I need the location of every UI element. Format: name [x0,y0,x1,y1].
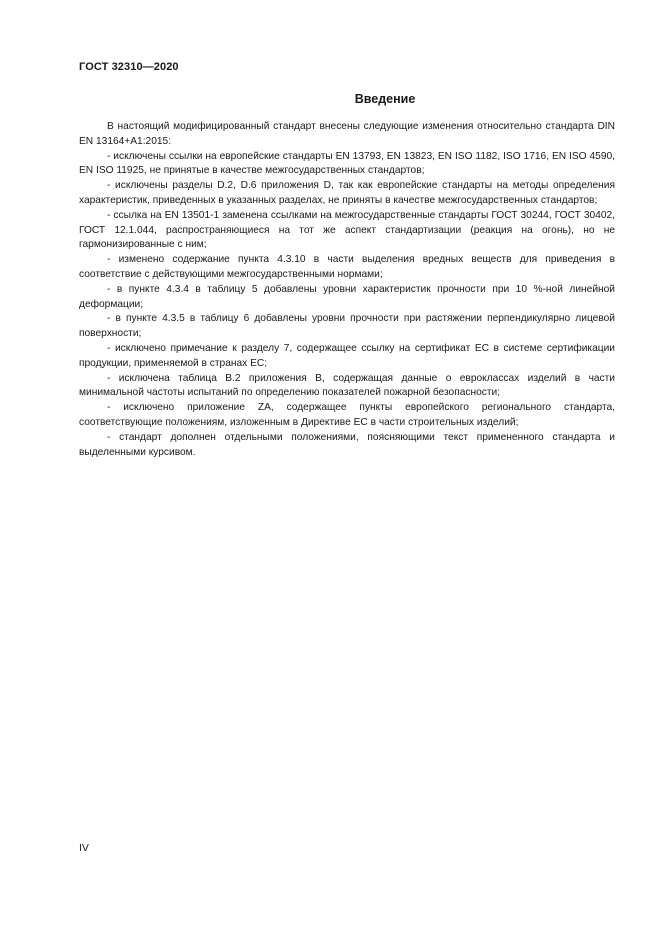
section-title: Введение [354,92,416,106]
list-item: - исключено приложение ZA, содержащее пункты европейского регионального стандарта, соответствующие положениям, изложенным в Директиве ЕС в части строительных изделий; [79,402,615,428]
list-item: - изменено содержание пункта 4.3.10 в части выделения вредных веществ для приведения в соответствие с действующими межгосударственными нормами; [79,254,615,280]
list-item: - стандарт дополнен отдельными положениями, поясняющими текст примененного стандарта и выделенными курсивом. [79,431,615,458]
list-item: - в пункте 4.3.4 в таблицу 5 добавлены уровни характеристик прочности при 10 %-ной линейной деформации; [79,283,615,310]
list-item: - ссылка на EN 13501-1 заменена ссылками на межгосударственные стандарты ГОСТ 30244, ГОСТ 30402, ГОСТ 12.1.044, распространяющиеся на тот же аспект стандартизации (реакция на огонь), но не гармонизированные с ним; [79,209,615,251]
introduction-body [79,120,615,460]
list-item: - исключено примечание к разделу 7, содержащее ссылку на сертификат ЕС в системе сертификации продукции, применяемой в странах ЕС; [79,342,615,369]
list-item: - исключены разделы D.2, D.6 приложения D, так как европейские стандарты на методы определения характеристик, приведенных в указанных разделах, не приняты в качестве межгосударственных стандартов; [79,180,615,206]
list-item: - исключена таблица В.2 приложения В, содержащая данные о евроклассах изделий в части минимальной частоты испытаний по определению показателей пожарной безопасности; [79,372,615,399]
document-header: ГОСТ 32310—2020 [79,61,179,73]
page-number: IV [79,842,89,854]
list-item: - исключены ссылки на европейские стандарты EN 13793, EN 13823, EN ISO 1182, ISO 1716, EN ISO 4590, EN ISO 11925, не принятые в качестве межгосударственных стандартов; [79,150,615,177]
paragraph-intro: В настоящий модифицированный стандарт внесены следующие изменения относительно стандарта DIN EN 13164+A1:2015: [79,121,615,147]
list-item: - в пункте 4.3.5 в таблицу 6 добавлены уровни прочности при растяжении перпендикулярно лицевой поверхности; [79,313,615,340]
